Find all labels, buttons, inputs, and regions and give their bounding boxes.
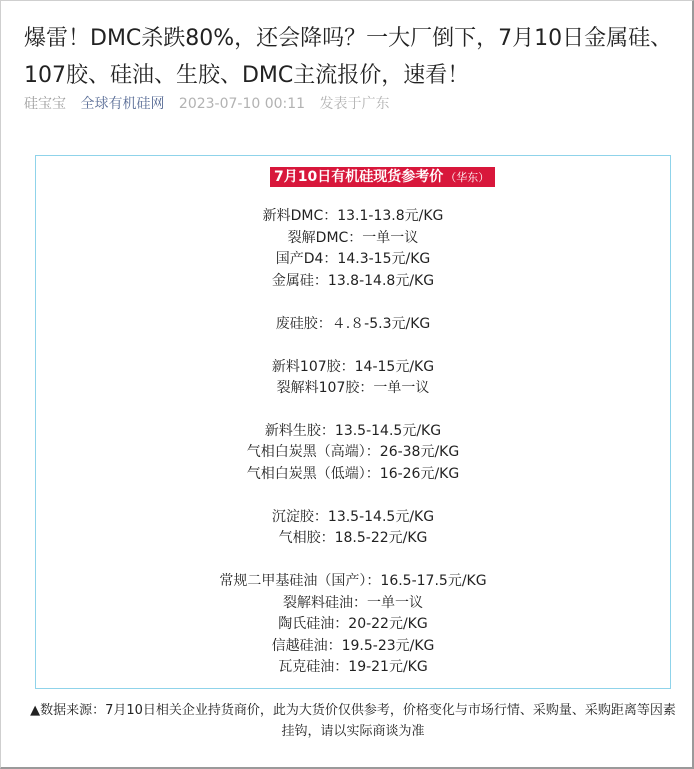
article-meta [24,94,400,114]
price-line: 国产D4：14.3-15元/KG [275,251,431,267]
price-line: 新料107胶：14-15元/KG [271,359,435,375]
price-line: 新料生胶：13.5-14.5元/KG [264,423,442,439]
account-link[interactable]: 全球有机硅网 [80,96,165,112]
price-card-title-text: 7月10日有机硅现货参考价 [274,169,444,185]
article-title: 爆雷！DMC杀跌80%，还会降吗？一大厂倒下，7月10日金属硅、107胶、硅油、生胶、DMC主流报价，速看！ [24,26,673,88]
price-card-title [270,167,495,187]
price-card [35,155,671,689]
price-line: 沉淀胶：13.5-14.5元/KG [271,509,435,525]
price-line: 气相胶：18.5-22元/KG [278,530,428,546]
price-line: 裂解DMC：一单一议 [287,230,419,246]
price-line: 废硅胶：４.８-5.3元/KG [275,316,431,332]
price-line: 新料DMC：13.1-13.8元/KG [262,208,444,224]
publish-location: 发表于广东 [319,96,390,112]
price-line: 金属硅：13.8-14.8元/KG [271,273,435,289]
price-card-region: （华东） [445,171,490,184]
price-line: 气相白炭黑（高端）：26-38元/KG [246,444,460,460]
price-line: 裂解料107胶：一单一议 [276,380,430,396]
data-source-note: ▲数据来源：7月10日相关企业持货商价，此为大货价仅供参考，价格变化与市场行情、采购量、采购距离等因素挂钩，请以实际商谈为准 [30,703,676,739]
price-line: 瓦克硅油：19-21元/KG [278,659,428,675]
price-line: 常规二甲基硅油（国产）：16.5-17.5元/KG [219,573,487,589]
price-line: 气相白炭黑（低端）：16-26元/KG [246,466,460,482]
price-line: 信越硅油：19.5-23元/KG [271,638,435,654]
price-line: 裂解料硅油：一单一议 [283,595,423,611]
price-line: 陶氏硅油：20-22元/KG [278,616,428,632]
author-name: 硅宝宝 [24,96,66,112]
publish-date: 2023-07-10 00:11 [178,96,306,112]
